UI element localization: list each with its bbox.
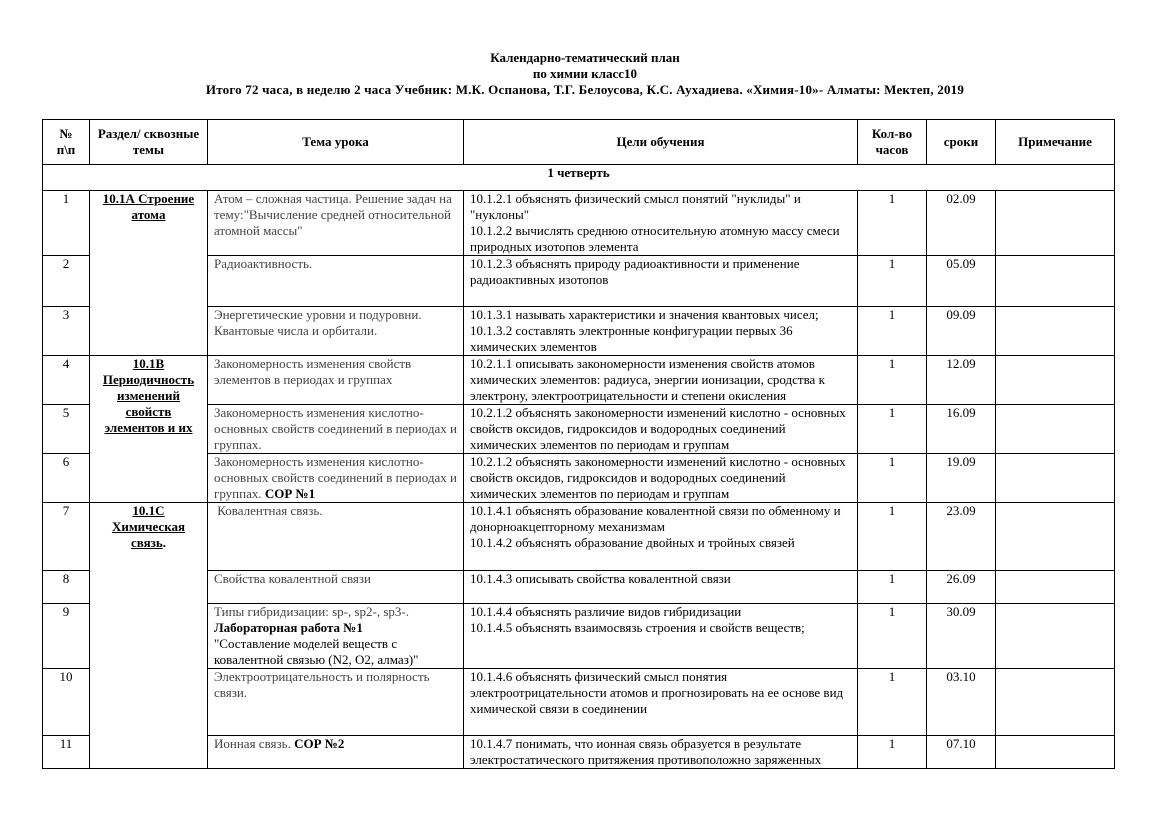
table-row xyxy=(43,356,1115,405)
topic-text: Типы гибридизации: sp-, sp2-, sp3-. xyxy=(214,604,409,619)
date-value: 09.09 xyxy=(927,307,996,356)
table-row xyxy=(43,191,1115,256)
lesson-topic: Радиоактивность. xyxy=(208,256,464,307)
note-cell xyxy=(996,736,1115,769)
lesson-topic: Закономерность изменения кислотно-основных свойств соединений в периодах и группах. xyxy=(208,405,464,454)
learning-goals: 10.1.4.3 описывать свойства ковалентной связи xyxy=(464,571,858,604)
lesson-topic xyxy=(208,736,464,769)
assessment-label: СОР №1 xyxy=(264,486,316,501)
lesson-topic: Ковалентная связь. xyxy=(208,503,464,571)
date-value: 03.10 xyxy=(927,669,996,736)
section-cell-bonding xyxy=(90,503,208,769)
table-row xyxy=(43,503,1115,571)
section-cell-structure xyxy=(90,191,208,356)
section-title-dot: . xyxy=(162,535,166,550)
date-value: 16.09 xyxy=(927,405,996,454)
row-number: 2 xyxy=(43,256,90,307)
lesson-topic xyxy=(208,454,464,503)
lesson-topic: Свойства ковалентной связи xyxy=(208,571,464,604)
topic-text: Ионная связь. xyxy=(214,736,295,751)
hours-value: 1 xyxy=(858,356,927,405)
row-number: 7 xyxy=(43,503,90,571)
row-number: 8 xyxy=(43,571,90,604)
learning-goals: 10.1.2.1 объяснять физический смысл понятий "нуклиды" и "нуклоны" 10.1.2.2 вычислять среднюю относительную атомную массу смеси природных изотопов элемента xyxy=(464,191,858,256)
hours-value: 1 xyxy=(858,503,927,571)
col-note-header: Примечание xyxy=(996,120,1115,165)
note-cell xyxy=(996,669,1115,736)
hours-value: 1 xyxy=(858,454,927,503)
row-number: 9 xyxy=(43,604,90,669)
hours-value: 1 xyxy=(858,256,927,307)
assessment-label: СОР №2 xyxy=(294,736,345,751)
plan-subject: по химии класс10 xyxy=(532,66,638,81)
col-goals-header: Цели обучения xyxy=(464,120,858,165)
lab-work-label: Лабораторная работа №1 xyxy=(214,620,363,635)
row-number: 10 xyxy=(43,669,90,736)
hours-value: 1 xyxy=(858,669,927,736)
row-number: 3 xyxy=(43,307,90,356)
section-title: 10.1В Периодичность изменений свойств элементов и их xyxy=(102,356,195,435)
learning-goals: 10.2.1.1 описывать закономерности изменения свойств атомов химических элементов: радиуса, энергии ионизации, сродства к электрону, электроотрицательности и степени окисления xyxy=(464,356,858,405)
hours-value: 1 xyxy=(858,307,927,356)
hours-value: 1 xyxy=(858,604,927,669)
lesson-topic: Энергетические уровни и подуровни. Квантовые числа и орбитали. xyxy=(208,307,464,356)
document-header xyxy=(0,50,1170,98)
col-dates-header: сроки xyxy=(927,120,996,165)
note-cell xyxy=(996,503,1115,571)
row-number: 5 xyxy=(43,405,90,454)
hours-value: 1 xyxy=(858,405,927,454)
table-header-row xyxy=(43,120,1115,165)
plan-summary: Итого 72 часа, в неделю 2 часа Учебник: М.К. Оспанова, Т.Г. Белоусова, К.С. Аухадиева. «Химия-10»- Алматы: Мектеп, 2019 xyxy=(205,82,965,97)
learning-goals: 10.1.4.1 объяснять образование ковалентной связи по обменному и донорноакцепторному механизмам 10.1.4.2 объяснять образование двойных и тройных связей xyxy=(464,503,858,571)
lesson-topic: Электроотрицательность и полярность связи. xyxy=(208,669,464,736)
date-value: 12.09 xyxy=(927,356,996,405)
date-value: 26.09 xyxy=(927,571,996,604)
plan-table xyxy=(42,119,1115,769)
learning-goals: 10.1.4.6 объяснять физический смысл понятия электроотрицательности атомов и прогнозировать на ее основе вид химической связи в соединении xyxy=(464,669,858,736)
learning-goals: 10.2.1.2 объяснять закономерности изменений кислотно - основных свойств оксидов, гидроксидов и водородных соединений химических элементов по периодам и группам xyxy=(464,454,858,503)
quarter-label: 1 четверть xyxy=(43,165,1115,191)
col-hours-header: Кол-во часов xyxy=(858,120,927,165)
lab-work-title: "Составление моделей веществ с ковалентной связью (N2, O2, алмаз)" xyxy=(214,636,419,667)
col-section-header: Раздел/ сквозные темы xyxy=(90,120,208,165)
row-number: 1 xyxy=(43,191,90,256)
section-title: 10.1С Химическая связь xyxy=(111,503,186,550)
row-number: 11 xyxy=(43,736,90,769)
date-value: 07.10 xyxy=(927,736,996,769)
hours-value: 1 xyxy=(858,736,927,769)
lesson-topic: Атом – сложная частица. Решение задач на тему:"Вычисление средней относительной атомной массы" xyxy=(208,191,464,256)
note-cell xyxy=(996,454,1115,503)
date-value: 05.09 xyxy=(927,256,996,307)
date-value: 02.09 xyxy=(927,191,996,256)
note-cell xyxy=(996,307,1115,356)
hours-value: 1 xyxy=(858,571,927,604)
note-cell xyxy=(996,256,1115,307)
note-cell xyxy=(996,191,1115,256)
lesson-topic xyxy=(208,604,464,669)
date-value: 19.09 xyxy=(927,454,996,503)
col-num-header: № п\п xyxy=(43,120,90,165)
date-value: 30.09 xyxy=(927,604,996,669)
row-number: 6 xyxy=(43,454,90,503)
plan-title: Календарно-тематический план xyxy=(490,50,680,65)
date-value: 23.09 xyxy=(927,503,996,571)
learning-goals: 10.1.2.3 объяснять природу радиоактивности и применение радиоактивных изотопов xyxy=(464,256,858,307)
learning-goals: 10.1.3.1 называть характеристики и значения квантовых чисел; 10.1.3.2 составлять электронные конфигурации первых 36 химических элементов xyxy=(464,307,858,356)
section-cell-periodicity xyxy=(90,356,208,503)
note-cell xyxy=(996,356,1115,405)
quarter-row xyxy=(43,165,1115,191)
topic-text: Закономерность изменения кислотно-основных свойств соединений в периодах и группах. xyxy=(214,454,457,501)
note-cell xyxy=(996,571,1115,604)
note-cell xyxy=(996,405,1115,454)
note-cell xyxy=(996,604,1115,669)
learning-goals: 10.2.1.2 объяснять закономерности изменений кислотно - основных свойств оксидов, гидроксидов и водородных соединений химических элементов по периодам и группам xyxy=(464,405,858,454)
learning-goals: 10.1.4.4 объяснять различие видов гибридизации 10.1.4.5 объяснять взаимосвязь строения и свойств веществ; xyxy=(464,604,858,669)
section-title: 10.1А Строение атома xyxy=(102,191,195,222)
lesson-topic: Закономерность изменения свойств элементов в периодах и группах xyxy=(208,356,464,405)
hours-value: 1 xyxy=(858,191,927,256)
col-topic-header: Тема урока xyxy=(208,120,464,165)
row-number: 4 xyxy=(43,356,90,405)
learning-goals: 10.1.4.7 понимать, что ионная связь образуется в результате электростатического притяжения противоположно заряженных xyxy=(464,736,858,769)
